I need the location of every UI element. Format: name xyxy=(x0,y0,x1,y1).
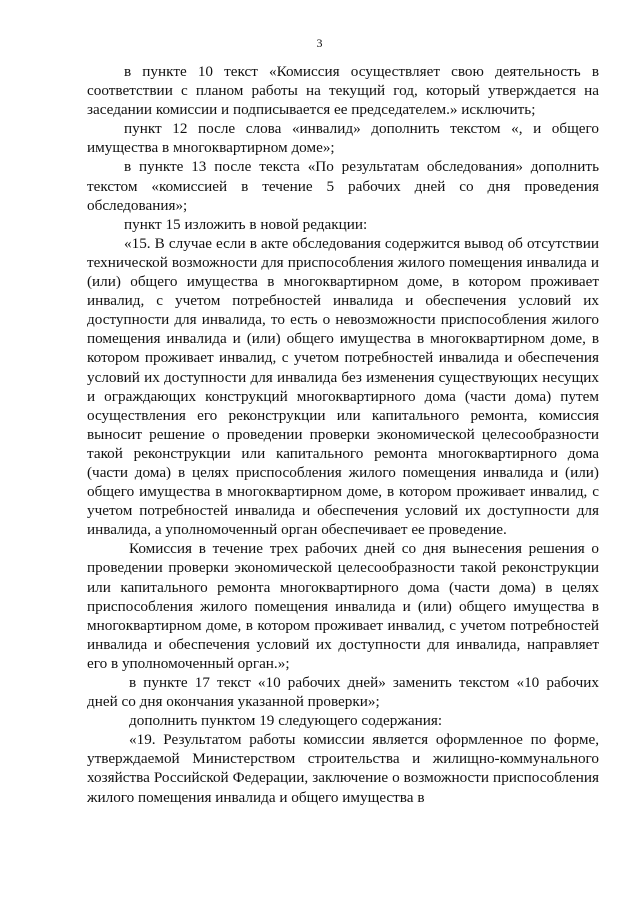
paragraph-commission-term: Комиссия в течение трех рабочих дней со дня вынесения решения о проведении проверки экономической целесообразности такой реконструкции или капитального ремонта многоквартирного дома (части дома) в целях приспособления жилого помещения инвалида и (или) общего имущества в многоквартирном доме, в котором проживает инвалид, с учетом потребностей инвалида и обеспечения условий их доступности для инвалида, направляет его в уполномоченный орган.»; xyxy=(87,540,599,672)
paragraph-item-12: пункт 12 после слова «инвалид» дополнить текстом «, и общего имущества в многоквартирном доме»; xyxy=(87,120,599,157)
paragraph-item-13: в пункте 13 после текста «По результатам обследования» дополнить текстом «комиссией в течение 5 рабочих дней со дня проведения обследования»; xyxy=(87,158,599,214)
paragraph-item-19-text: «19. Результатом работы комиссии является оформленное по форме, утверждаемой Министерством строительства и жилищно-коммунального хозяйства Российской Федерации, заключение о возможности приспособления жилого помещения инвалида и общего имущества в xyxy=(87,731,599,806)
page-number: 3 xyxy=(316,36,323,50)
document-body xyxy=(87,62,599,807)
paragraph-item-17: в пункте 17 текст «10 рабочих дней» заменить текстом «10 рабочих дней со дня окончания указанной проверки»; xyxy=(87,674,599,711)
paragraph-item-19-intro: дополнить пунктом 19 следующего содержания: xyxy=(129,712,443,730)
paragraph-item-10: в пункте 10 текст «Комиссия осуществляет свою деятельность в соответствии с планом работы на текущий год, который утверждается на заседании комиссии и подписывается ее председателем.» исключить; xyxy=(87,63,599,119)
paragraph-item-15-intro: пункт 15 изложить в новой редакции: xyxy=(124,215,368,233)
paragraph-item-15-text: «15. В случае если в акте обследования содержится вывод об отсутствии технической возможности для приспособления жилого помещения инвалида и (или) общего имущества в многоквартирном доме, в котором проживает инвалид, с учетом потребностей инвалида и обеспечения условий их доступности для инвалида, то есть о невозможности приспособления жилого помещения инвалида и (или) общего имущества в многоквартирном доме, в котором проживает инвалид, с учетом потребностей инвалида и обеспечения условий их доступности для инвалида без изменения существующих несущих и ограждающих конструкций многоквартирного дома (части дома) путем осуществления его реконструкции или капитального ремонта, комиссия выносит решение о проведении проверки экономической целесообразности такой реконструкции или капитального ремонта многоквартирного дома (части дома) в целях приспособления жилого помещения инвалида и (или) общего имущества в многоквартирном доме, в котором проживает инвалид, с учетом потребностей инвалида и обеспечения условий их доступности для инвалида, а уполномоченный орган обеспечивает ее проведение. xyxy=(87,234,599,539)
